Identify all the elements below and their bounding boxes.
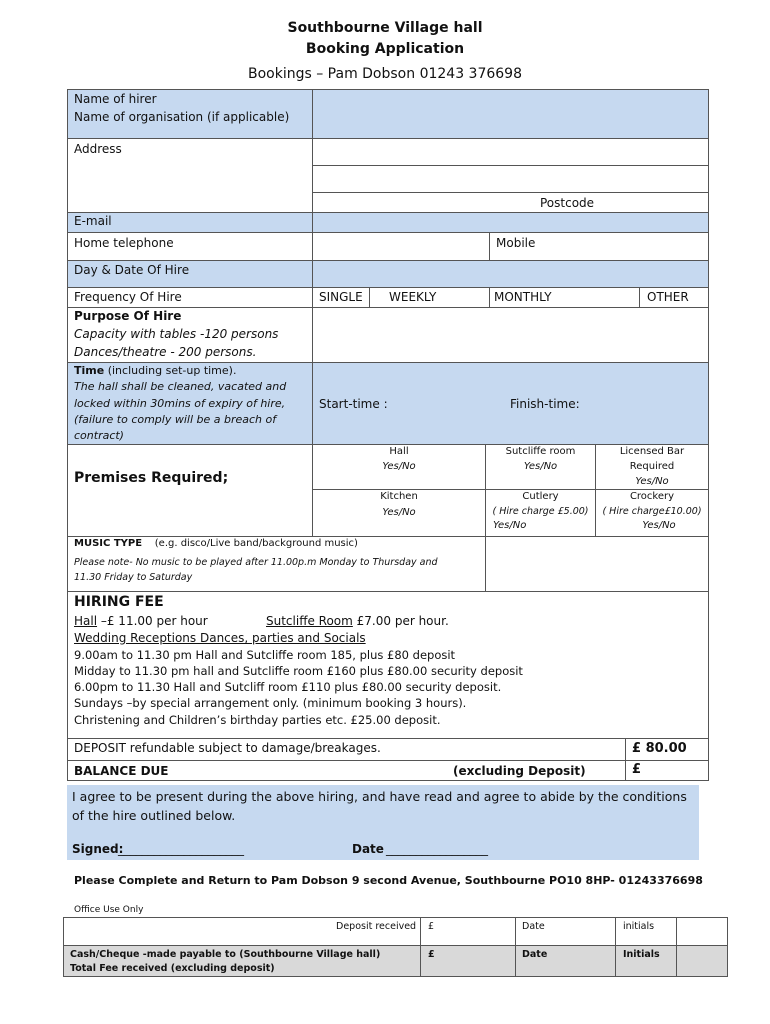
finish-time-label: Finish-time: — [510, 397, 580, 411]
email-input-cell[interactable] — [312, 212, 709, 233]
deposit-initials-label: initials — [623, 921, 655, 932]
postcode-label: Postcode — [540, 196, 595, 210]
office-use-title: Office Use Only — [74, 905, 144, 915]
name-input-cell[interactable] — [312, 89, 709, 139]
purpose-input-cell[interactable] — [312, 307, 709, 363]
deposit-amount: £ 80.00 — [632, 741, 687, 756]
deposit-date-label: Date — [522, 921, 545, 932]
fee-line-2: Midday to 11.30 pm hall and Sutcliffe room £160 plus £80.00 security deposit — [74, 664, 523, 678]
hall-fee-label: Hall — [74, 614, 98, 628]
cutlery-charge: ( Hire charge £5.00) — [492, 506, 589, 517]
freq-monthly-label: MONTHLY — [494, 290, 552, 304]
day-date-input-cell[interactable] — [312, 260, 709, 288]
address-label: Address — [74, 142, 122, 156]
total-fee-label: Total Fee received (excluding deposit) — [70, 963, 275, 974]
time-rule-4: contract) — [74, 429, 124, 442]
music-type-line — [74, 538, 358, 550]
mobile-label: Mobile — [496, 236, 536, 250]
time-rule-2: locked within 30mins of expiry of hire, — [74, 397, 286, 410]
office-deposit-amount-cell[interactable] — [420, 917, 516, 946]
time-rule-1: The hall shall be cleaned, vacated and — [74, 380, 287, 393]
frequency-label: Frequency Of Hire — [74, 290, 182, 304]
freq-other-label: OTHER — [647, 290, 689, 304]
deposit-pound: £ — [428, 921, 435, 932]
day-date-label: Day & Date Of Hire — [74, 263, 190, 277]
fee-line-4: Sundays –by special arrangement only. (minimum booking 3 hours). — [74, 696, 467, 710]
sutcliffe-fee-label: Sutcliffe Room — [266, 614, 353, 628]
booking-contact: Bookings – Pam Dobson 01243 376698 — [247, 66, 522, 82]
office-total-extra-cell[interactable] — [676, 945, 728, 977]
premises-label: Premises Required; — [74, 470, 229, 486]
office-deposit-extra-cell[interactable] — [676, 917, 728, 946]
fee-line-3: 6.00pm to 11.30 Hall and Sutcliff room £110 plus £80.00 security deposit. — [74, 680, 502, 694]
crockery-label: Crockery — [629, 491, 675, 502]
music-note-1: Please note- No music to be played after 11.00p.m Monday to Thursday and — [74, 557, 438, 568]
hall-rate-line — [74, 614, 208, 628]
address-line-2[interactable] — [312, 165, 709, 193]
sutcliffe-label: Sutcliffe room — [505, 446, 576, 457]
agreement-line-1: I agree to be present during the above hiring, and have read and agree to abide by the conditions — [72, 789, 687, 804]
cutlery-label: Cutlery — [522, 491, 559, 502]
form-subtitle: Booking Application — [305, 41, 465, 57]
music-note-2: 11.30 Friday to Saturday — [74, 572, 193, 583]
purpose-capacity-tables: Capacity with tables -120 persons — [74, 327, 279, 341]
name-of-org-label: Name of organisation (if applicable) — [74, 110, 290, 124]
music-input-cell[interactable] — [485, 536, 709, 592]
total-pound: £ — [428, 949, 435, 960]
hall-label: Hall — [389, 446, 409, 457]
name-of-hirer-label: Name of hirer — [74, 92, 157, 106]
signed-label: Signed: — [72, 842, 124, 856]
music-example: (e.g. disco/Live band/background music) — [154, 538, 358, 549]
home-tel-input-cell[interactable] — [312, 232, 490, 261]
deposit-label: DEPOSIT refundable subject to damage/breakages. — [74, 741, 381, 755]
total-date-label: Date — [522, 949, 548, 960]
postcode-cell[interactable] — [312, 192, 709, 213]
balance-due-label: BALANCE DUE — [74, 764, 169, 778]
licensed-bar-required: Required — [629, 461, 675, 472]
return-note: Please Complete and Return to Pam Dobson 9 second Avenue, Southbourne PO10 8HP- 01243376698 — [74, 874, 703, 887]
balance-amount: £ — [632, 762, 642, 777]
sutcliffe-rate-line — [266, 614, 449, 628]
crockery-yes-no: Yes/No — [642, 520, 676, 531]
date-label: Date — [352, 842, 384, 856]
licensed-bar-yes-no: Yes/No — [635, 476, 669, 487]
hiring-fee-title: HIRING FEE — [74, 594, 164, 610]
kitchen-label: Kitchen — [380, 491, 418, 502]
cutlery-yes-no: Yes/No — [493, 520, 527, 531]
time-title-rest: (including set-up time). — [104, 364, 237, 377]
freq-single-label: SINGLE — [319, 290, 363, 304]
signed-line[interactable]: _____________________ — [118, 842, 244, 856]
premises-label-cell — [67, 444, 313, 537]
date-line[interactable]: _________________ — [386, 842, 488, 856]
time-title: Time — [74, 364, 105, 377]
start-time-label: Start-time : — [319, 397, 388, 411]
hall-fee-rate: –£ 11.00 per hour — [97, 614, 208, 628]
cash-cheque-label: Cash/Cheque -made payable to (Southbourne Village hall) — [70, 949, 381, 960]
deposit-received-label: Deposit received — [336, 921, 417, 932]
freq-weekly-label: WEEKLY — [389, 290, 437, 304]
email-label: E-mail — [74, 214, 112, 228]
music-type-label: MUSIC TYPE — [74, 538, 143, 549]
hall-yes-no: Yes/No — [382, 461, 416, 472]
fee-line-1: 9.00am to 11.30 pm Hall and Sutcliffe room 185, plus £80 deposit — [74, 648, 456, 662]
fee-line-5: Christening and Children’s birthday parties etc. £25.00 deposit. — [74, 713, 441, 727]
crockery-charge: ( Hire charge£10.00) — [602, 506, 702, 517]
purpose-capacity-dances: Dances/theatre - 200 persons. — [74, 345, 257, 359]
home-tel-label: Home telephone — [74, 236, 174, 250]
balance-excluding-note: (excluding Deposit) — [453, 764, 586, 778]
address-line-1[interactable] — [312, 138, 709, 166]
sutcliffe-fee-rate: £7.00 per hour. — [352, 614, 449, 628]
time-rule-3: (failure to comply will be a breach of — [74, 413, 277, 426]
kitchen-yes-no: Yes/No — [382, 507, 416, 518]
sutcliffe-yes-no: Yes/No — [523, 461, 558, 472]
wedding-heading: Wedding Receptions Dances, parties and Socials — [74, 631, 366, 645]
agreement-line-2: of the hire outlined below. — [72, 808, 236, 823]
form-title: Southbourne Village hall — [287, 20, 483, 36]
purpose-title: Purpose Of Hire — [74, 309, 182, 323]
total-initials-label: Initials — [623, 949, 660, 960]
licensed-bar-label: Licensed Bar — [619, 446, 685, 457]
time-title-line — [74, 364, 236, 377]
